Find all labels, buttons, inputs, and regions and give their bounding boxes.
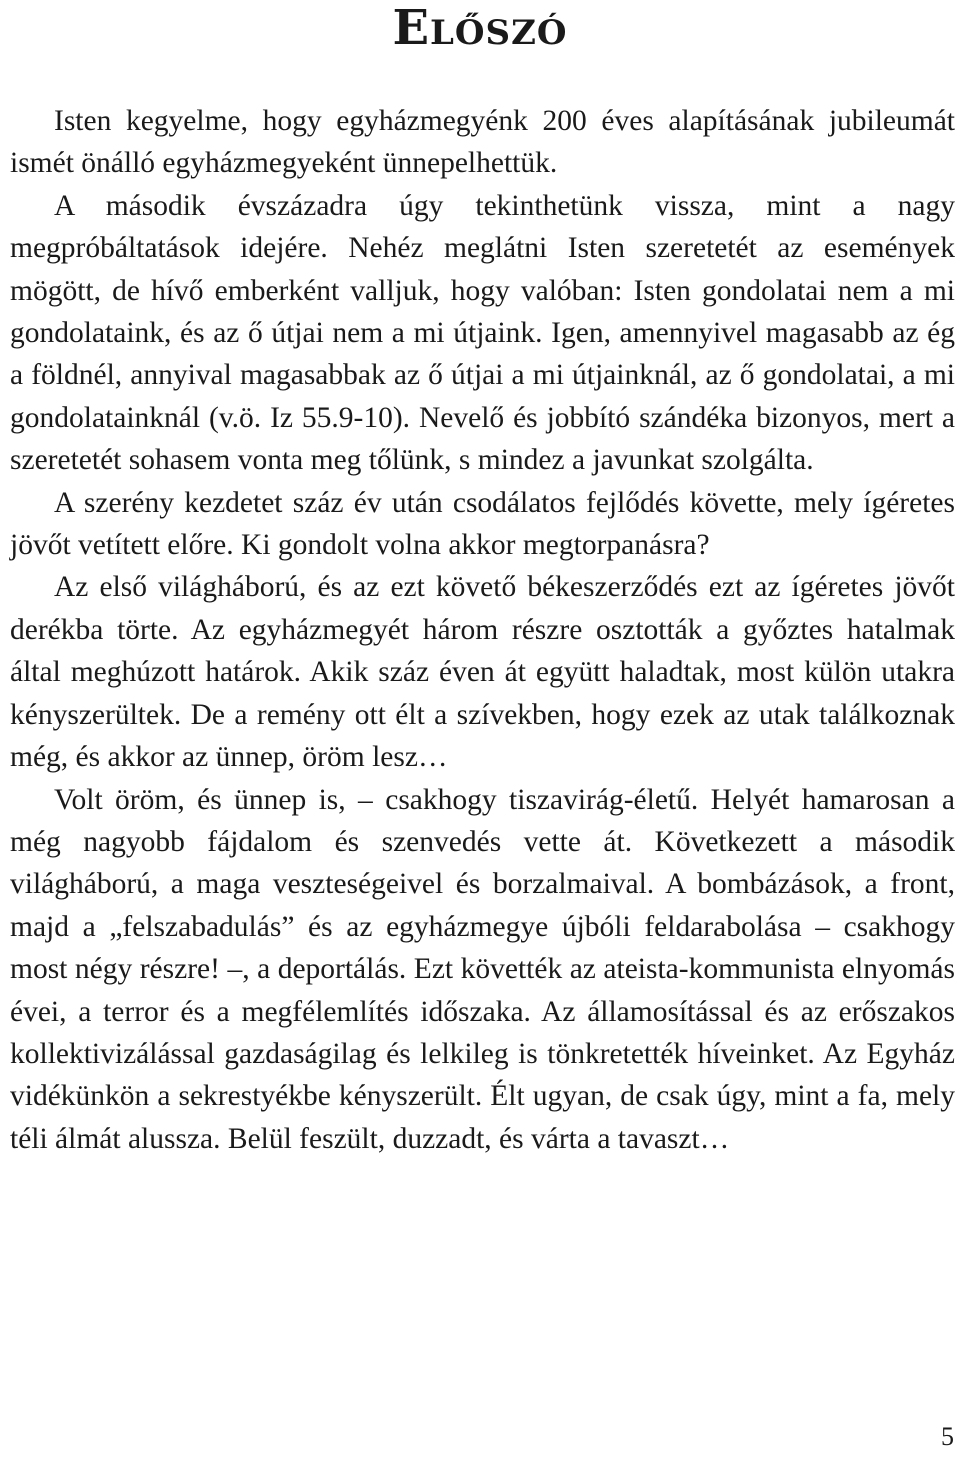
page-title: Előszó bbox=[392, 0, 568, 56]
paragraph: Volt öröm, és ünnep is, – csakhogy tiszavirág-életű. Helyét hamarosan a még nagyobb fájdalom és szenvedés vette át. Következett a második világháború, a maga veszteségeivel és borzalmaival. A bombázások, a front, majd a „felszabadulás” és az egyházmegye újbóli feldarabolása – csakhogy most négy részre! –, a deportálás. Ezt követték az ateista-kommunista elnyomás évei, a terror és a megfélemlítés időszaka. Az államosítással és az erőszakos kollektivizálással gazdaságilag és lelkileg is tönkretették híveinket. Az Egyház vidékünkön a sekrestyékbe kényszerült. Élt ugyan, de csak úgy, mint a fa, mely téli álmát alussza. Belül feszült, duzzadt, és várta a tavaszt… bbox=[10, 783, 955, 1155]
paragraph: A szerény kezdetet száz év után csodálatos fejlődés követte, mely ígéretes jövőt vetített előre. Ki gondolt volna akkor megtorpanásra? bbox=[10, 486, 955, 562]
paragraph: Az első világháború, és az ezt követő békeszerződés ezt az ígéretes jövőt derékba törte. Az egyházmegyét három részre osztották a győztes hatalmak által meghúzott határok. Akik száz éven át együtt haladtak, most külön utakra kényszerültek. De a remény ott élt a szívekben, hogy ezek az utak találkoznak még, és akkor az ünnep, öröm lesz… bbox=[10, 571, 955, 774]
body-text bbox=[10, 100, 955, 1160]
page-number: 5 bbox=[941, 1422, 954, 1451]
paragraph: A második évszázadra úgy tekinthetünk vissza, mint a nagy megpróbáltatások idejére. Nehéz meglátni Isten szeretetét az események mögött, de hívő emberként valljuk, hogy valóban: Isten gondolatai nem a mi gondolataink, és az ő útjai nem a mi útjaink. Igen, amennyivel magasabb az ég a földnél, annyival magasabbak az ő útjai a mi útjainknál, az ő gondolatai, a mi gondolatainknál (v.ö. Iz 55.9-10). Nevelő és jobbító szándéka bizonyos, mert a szeretetét sohasem vonta meg tőlünk, s mindez a javunkat szolgálta. bbox=[10, 189, 955, 477]
paragraph: Isten kegyelme, hogy egyházmegyénk 200 éves alapításának jubileumát ismét önálló egyházmegyeként ünnepelhettük. bbox=[10, 105, 955, 180]
